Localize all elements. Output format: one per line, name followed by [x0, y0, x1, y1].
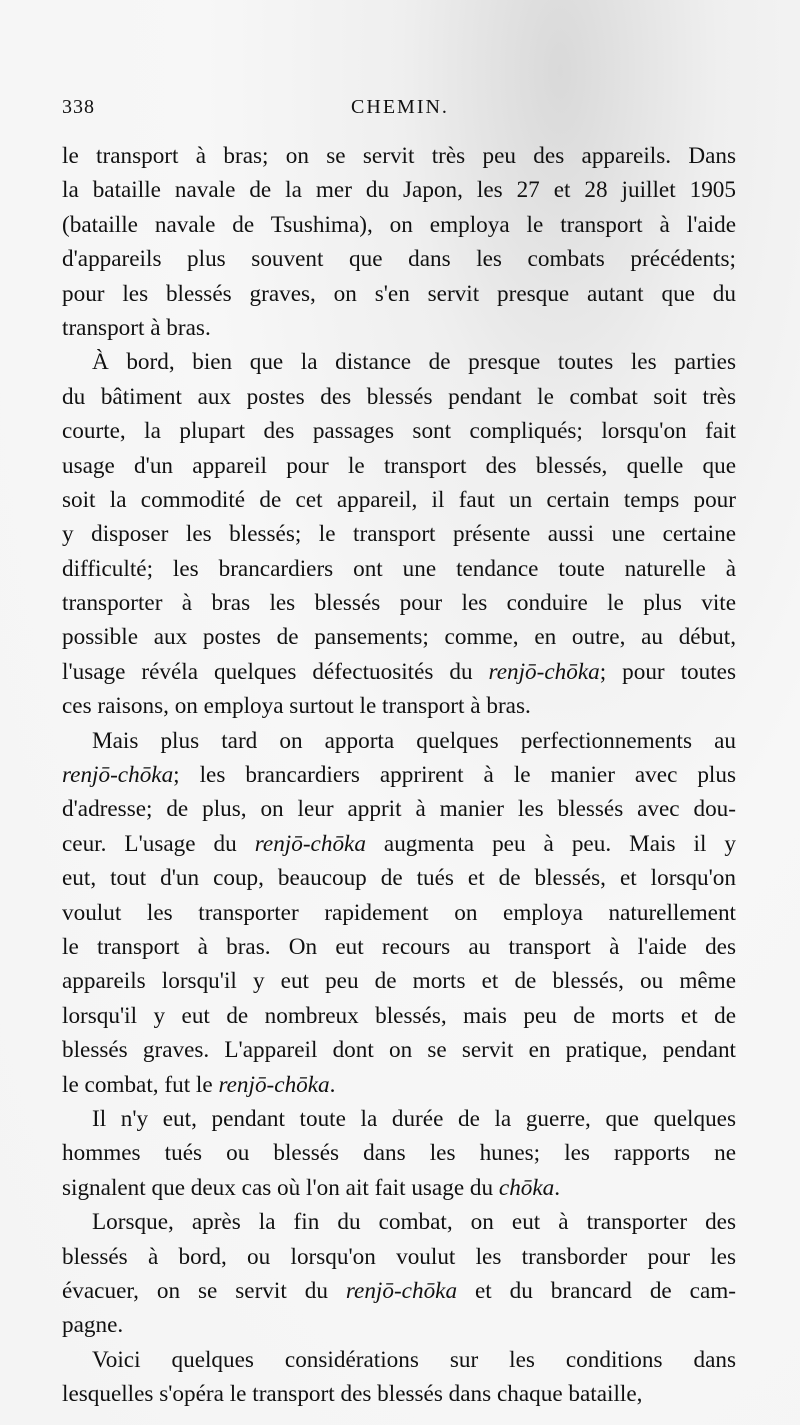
- text-line: difficulté; les brancardiers ont une tendance toute naturelle à: [62, 555, 736, 582]
- paragraph: [62, 1205, 736, 1343]
- text-line: voulut les transporter rapidement on employa naturellement: [62, 899, 736, 926]
- text-line: pour les blessés graves, on s'en servit presque autant que du: [62, 280, 736, 307]
- paragraph: [62, 724, 736, 1102]
- text-line: (bataille navale de Tsushima), on employa le transport à l'aide: [62, 211, 736, 238]
- text-line: transporter à bras les blessés pour les conduire le plus vite: [62, 590, 736, 617]
- text-line: la bataille navale de la mer du Japon, les 27 et 28 juillet 1905: [62, 177, 736, 204]
- text-line: lorsqu'il y eut de nombreux blessés, mais peu de morts et de: [62, 1002, 736, 1029]
- running-head: CHEMIN.: [351, 96, 449, 118]
- text-line: l'usage révéla quelques défectuosités du renjō-chōka; pour toutes: [62, 658, 736, 685]
- text-line: transport à bras.: [62, 314, 211, 341]
- text-line: du bâtiment aux postes des blessés pendant le combat soit très: [62, 383, 736, 410]
- text-line: ceur. L'usage du renjō-chōka augmenta peu à peu. Mais il y: [62, 830, 736, 857]
- text-line: Lorsque, après la fin du combat, on eut à transporter des: [92, 1209, 736, 1236]
- text-line: signalent que deux cas où l'on ait fait usage du chōka.: [62, 1174, 561, 1201]
- text-line: d'appareils plus souvent que dans les combats précédents;: [62, 246, 736, 273]
- paragraph: [62, 139, 736, 345]
- text-line: hommes tués ou blessés dans les hunes; les rapports ne: [62, 1140, 736, 1167]
- text-line: lesquelles s'opéra le transport des blessés dans chaque bataille,: [62, 1381, 643, 1408]
- text-line: usage d'un appareil pour le transport des blessés, quelle que: [62, 452, 736, 479]
- text-line: possible aux postes de pansements; comme, en outre, au début,: [62, 624, 736, 651]
- text-line: le combat, fut le renjō-chōka.: [62, 1071, 336, 1098]
- text-line: courte, la plupart des passages sont compliqués; lorsqu'on fait: [62, 418, 736, 445]
- text-line: À bord, bien que la distance de presque toutes les parties: [92, 349, 736, 376]
- text-line: Il n'y eut, pendant toute la durée de la guerre, que quelques: [92, 1105, 736, 1132]
- text-line: eut, tout d'un coup, beaucoup de tués et de blessés, et lorsqu'on: [62, 865, 736, 892]
- text-line: d'adresse; de plus, on leur apprit à manier les blessés avec dou-: [62, 796, 736, 823]
- text-line: évacuer, on se servit du renjō-chōka et du brancard de cam-: [62, 1277, 737, 1304]
- text-line: pagne.: [62, 1312, 124, 1339]
- text-line: soit la commodité de cet appareil, il faut un certain temps pour: [62, 486, 736, 513]
- text-line: renjō-chōka; les brancardiers apprirent à le manier avec plus: [62, 762, 736, 789]
- paragraph: [62, 1102, 736, 1205]
- body-text: [62, 139, 736, 1411]
- paragraph: [62, 345, 736, 723]
- text-line: Voici quelques considérations sur les conditions dans: [92, 1346, 736, 1373]
- text-line: le transport à bras. On eut recours au transport à l'aide des: [62, 933, 736, 960]
- text-line: Mais plus tard on apporta quelques perfectionnements au: [92, 727, 736, 754]
- text-line: appareils lorsqu'il y eut peu de morts et de blessés, ou même: [62, 968, 736, 995]
- text-line: blessés graves. L'appareil dont on se servit en pratique, pendant: [62, 1037, 736, 1064]
- page-header: [62, 96, 738, 126]
- page-number: 338: [62, 96, 95, 118]
- paragraph: [62, 1343, 736, 1412]
- text-line: y disposer les blessés; le transport présente aussi une certaine: [62, 521, 736, 548]
- text-line: le transport à bras; on se servit très peu des appareils. Dans: [62, 143, 736, 169]
- text-line: blessés à bord, ou lorsqu'on voulut les transborder pour les: [62, 1243, 736, 1270]
- text-line: ces raisons, on employa surtout le transport à bras.: [62, 693, 531, 720]
